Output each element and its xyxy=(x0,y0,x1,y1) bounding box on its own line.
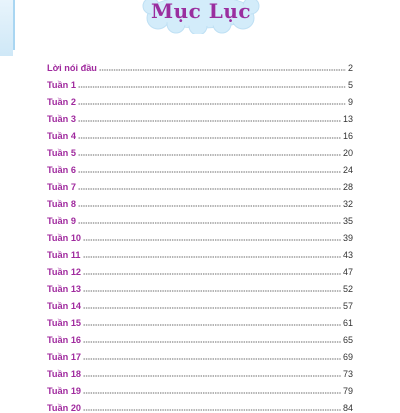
toc-entry-page-number: 24 xyxy=(342,165,353,175)
toc-entry[interactable] xyxy=(47,260,353,277)
dot-leader xyxy=(83,239,341,241)
dot-leader xyxy=(83,409,341,411)
toc-entry[interactable] xyxy=(47,226,353,243)
toc-entry[interactable] xyxy=(47,277,353,294)
dot-leader xyxy=(78,222,341,224)
toc-entry-label: Tuần 2 xyxy=(47,97,76,107)
toc-entry[interactable] xyxy=(47,73,353,90)
dot-leader xyxy=(78,205,341,207)
toc-entry-label: Tuần 1 xyxy=(47,80,76,90)
toc-entry-page-number: 57 xyxy=(342,301,353,311)
toc-entry[interactable] xyxy=(47,107,353,124)
toc-entry-page-number: 2 xyxy=(347,63,353,73)
toc-entry[interactable] xyxy=(47,175,353,192)
dot-leader xyxy=(78,188,341,190)
title-cloud xyxy=(140,0,262,34)
dot-leader xyxy=(83,324,341,326)
toc-entry-label: Tuần 9 xyxy=(47,216,76,226)
toc-entry-page-number: 9 xyxy=(347,97,353,107)
toc-entry-label: Tuần 15 xyxy=(47,318,82,328)
toc-entry-label: Tuần 5 xyxy=(47,148,76,158)
toc-entry-page-number: 61 xyxy=(342,318,353,328)
toc-entry-page-number: 47 xyxy=(342,267,353,277)
left-edge-stripe xyxy=(0,0,13,56)
toc-entry[interactable] xyxy=(47,141,353,158)
toc-entry-page-number: 35 xyxy=(342,216,353,226)
toc-entry-page-number: 28 xyxy=(342,182,353,192)
dot-leader xyxy=(83,341,341,343)
toc-entry[interactable] xyxy=(47,294,353,311)
dot-leader xyxy=(78,137,341,139)
toc-entry-page-number: 32 xyxy=(342,199,353,209)
toc-entry-label: Tuần 3 xyxy=(47,114,76,124)
dot-leader xyxy=(78,154,341,156)
toc-entry-label: Tuần 4 xyxy=(47,131,76,141)
toc-entry[interactable] xyxy=(47,158,353,175)
toc-entry-page-number: 69 xyxy=(342,352,353,362)
toc-entry-page-number: 52 xyxy=(342,284,353,294)
toc-entry-label: Tuần 7 xyxy=(47,182,76,192)
toc-entry-label: Tuần 20 xyxy=(47,403,82,413)
dot-leader xyxy=(99,69,346,71)
toc-entry[interactable] xyxy=(47,209,353,226)
toc-entry-page-number: 16 xyxy=(342,131,353,141)
toc-entry-label: Tuần 8 xyxy=(47,199,76,209)
page-title: Mục Lục xyxy=(150,0,252,23)
toc-entry-label: Tuần 16 xyxy=(47,335,82,345)
dot-leader xyxy=(83,392,341,394)
dot-leader xyxy=(78,103,346,105)
toc-entry-label: Tuần 10 xyxy=(47,233,82,243)
toc-entry-page-number: 13 xyxy=(342,114,353,124)
toc-entry-label: Tuần 12 xyxy=(47,267,82,277)
dot-leader xyxy=(83,290,341,292)
toc-entry-label: Tuần 14 xyxy=(47,301,82,311)
toc-entry-label: Tuần 18 xyxy=(47,369,82,379)
toc-entry[interactable] xyxy=(47,345,353,362)
toc-entry[interactable] xyxy=(47,311,353,328)
dot-leader xyxy=(83,375,341,377)
toc-entry-label: Tuần 19 xyxy=(47,386,82,396)
toc-entry-page-number: 39 xyxy=(342,233,353,243)
toc-entry-page-number: 73 xyxy=(342,369,353,379)
toc-entry[interactable] xyxy=(47,56,353,73)
dot-leader xyxy=(78,120,341,122)
dot-leader xyxy=(83,256,341,258)
dot-leader xyxy=(83,273,341,275)
toc-entry[interactable] xyxy=(47,243,353,260)
toc-entry-label: Tuần 17 xyxy=(47,352,82,362)
toc-entry-label: Lời nói đầu xyxy=(47,63,97,73)
dot-leader xyxy=(83,307,341,309)
toc-entry-page-number: 43 xyxy=(342,250,353,260)
toc-entry-label: Tuần 11 xyxy=(47,250,81,260)
dot-leader xyxy=(78,171,341,173)
toc-entry[interactable] xyxy=(47,90,353,107)
toc-entry[interactable] xyxy=(47,362,353,379)
toc-entry[interactable] xyxy=(47,328,353,345)
toc-entry-page-number: 65 xyxy=(342,335,353,345)
toc-entry-page-number: 79 xyxy=(342,386,353,396)
left-edge-line xyxy=(13,0,15,50)
toc-entry-label: Tuần 13 xyxy=(47,284,82,294)
toc-entry-page-number: 5 xyxy=(347,80,353,90)
toc-entry[interactable] xyxy=(47,379,353,396)
table-of-contents xyxy=(47,56,353,413)
toc-entry-page-number: 20 xyxy=(342,148,353,158)
dot-leader xyxy=(78,86,346,88)
toc-entry[interactable] xyxy=(47,396,353,413)
toc-entry-label: Tuần 6 xyxy=(47,165,76,175)
toc-entry-page-number: 84 xyxy=(342,403,353,413)
toc-entry[interactable] xyxy=(47,124,353,141)
toc-entry[interactable] xyxy=(47,192,353,209)
dot-leader xyxy=(83,358,341,360)
